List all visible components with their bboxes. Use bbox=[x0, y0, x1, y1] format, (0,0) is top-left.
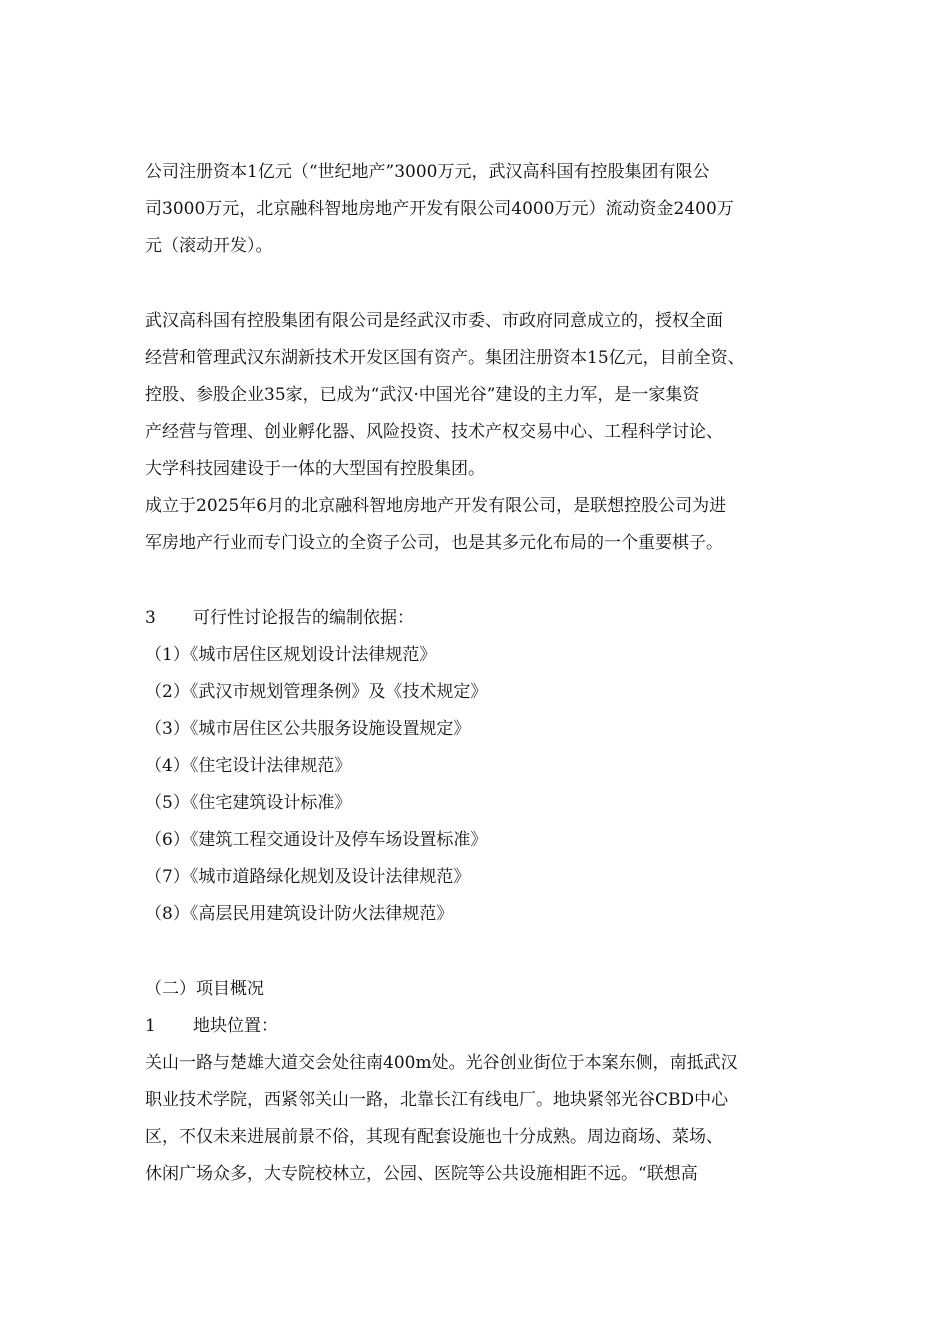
text-line: 元（滚动开发）。 bbox=[145, 236, 273, 256]
list-item: （5）《住宅建筑设计标准》 bbox=[145, 793, 352, 813]
text-line: 经营和管理武汉东湖新技术开发区国有资产。集团注册资本15亿元，目前全资、 bbox=[145, 348, 745, 368]
list-item: （2）《武汉市规划管理条例》及《技术规定》 bbox=[145, 682, 488, 702]
subsection-title: 地块位置： bbox=[193, 1016, 278, 1036]
text-line: 关山一路与楚雄大道交会处往南400m处。光谷创业街位于本案东侧，南抵武汉 bbox=[145, 1053, 738, 1073]
text-line: 公司注册资本1亿元（“世纪地产”3000万元，武汉高科国有控股集团有限公 bbox=[145, 162, 710, 182]
section-heading-basis bbox=[145, 600, 817, 637]
text-line: 控股、参股企业35家，已成为“武汉·中国光谷”建设的主力军，是一家集资 bbox=[145, 385, 700, 405]
text-line: 大学科技园建设于一体的大型国有控股集团。 bbox=[145, 459, 485, 479]
document-page bbox=[145, 154, 817, 1193]
section-number: 3 bbox=[145, 608, 156, 628]
text-line: 产经营与管理、创业孵化器、风险投资、技术产权交易中心、工程科学讨论、 bbox=[145, 422, 723, 442]
list-item: （1）《城市居住区规划设计法律规范》 bbox=[145, 645, 437, 665]
list-item: （3）《城市居住区公共服务设施设置规定》 bbox=[145, 719, 471, 739]
text-line: 职业技术学院，西紧邻关山一路，北靠长江有线电厂。地块紧邻光谷CBD中心 bbox=[145, 1090, 729, 1110]
text-line: 区，不仅未来进展前景不俗，其现有配套设施也十分成熟。周边商场、菜场、 bbox=[145, 1127, 723, 1147]
section-heading-overview: （二）项目概况 bbox=[145, 979, 264, 999]
subsection-heading-location bbox=[145, 1008, 817, 1045]
list-item: （6）《建筑工程交通设计及停车场设置标准》 bbox=[145, 830, 488, 850]
text-line: 武汉高科国有控股集团有限公司是经武汉市委、市政府同意成立的，授权全面 bbox=[145, 311, 723, 331]
text-line: 休闲广场众多，大专院校林立，公园、医院等公共设施相距不远。“联想高 bbox=[145, 1164, 698, 1184]
list-item: （4）《住宅设计法律规范》 bbox=[145, 756, 352, 776]
list-item: （8）《高层民用建筑设计防火法律规范》 bbox=[145, 904, 454, 924]
capital-paragraph bbox=[145, 154, 817, 265]
beijing-rongke-paragraph bbox=[145, 488, 817, 562]
text-line: 成立于2025年6月的北京融科智地房地产开发有限公司，是联想控股公司为进 bbox=[145, 496, 727, 516]
list-item: （7）《城市道路绿化规划及设计法律规范》 bbox=[145, 867, 471, 887]
text-line: 司3000万元，北京融科智地房地产开发有限公司4000万元）流动资金2400万 bbox=[145, 199, 734, 219]
wuhan-hightech-paragraph bbox=[145, 303, 817, 488]
basis-list bbox=[145, 637, 817, 933]
section-title: 可行性讨论报告的编制依据： bbox=[193, 608, 414, 628]
text-line: 军房地产行业而专门设立的全资子公司，也是其多元化布局的一个重要棋子。 bbox=[145, 533, 723, 553]
location-paragraph bbox=[145, 1045, 817, 1193]
subsection-number: 1 bbox=[145, 1016, 156, 1036]
